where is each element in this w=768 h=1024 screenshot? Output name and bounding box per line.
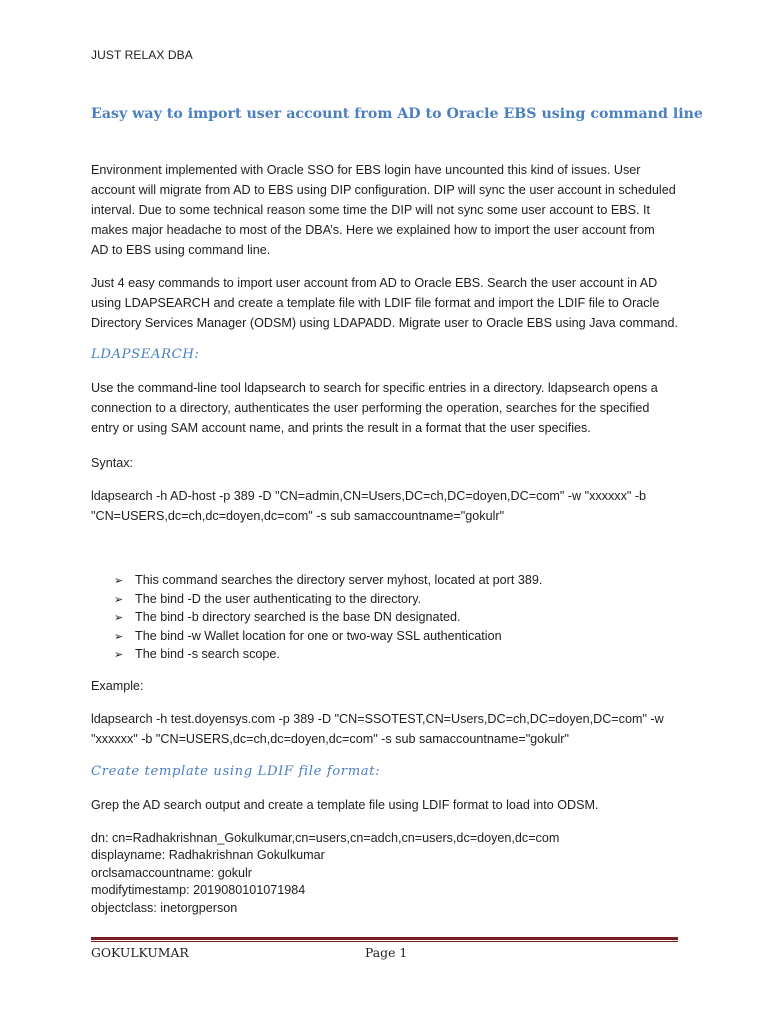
- arrow-bullet-icon: ➢: [114, 593, 124, 606]
- example-command: [91, 709, 681, 749]
- text-line: makes major headache to most of the DBA’s. Here we explained how to import the user account from: [91, 223, 655, 237]
- arrow-bullet-icon: ➢: [114, 575, 124, 587]
- text-line: Directory Services Manager (ODSM) using LDAPADD. Migrate user to Oracle EBS using Java command.: [91, 316, 678, 330]
- arrow-bullet-icon: ➢: [114, 630, 124, 643]
- text-line: "xxxxxx" -b "CN=USERS,dc=ch,dc=doyen,dc=com" -s sub samaccountname="gokulr": [91, 732, 569, 746]
- ldif-line: displayname: Radhakrishnan Gokulkumar: [91, 848, 325, 863]
- intro-paragraph: [91, 160, 681, 260]
- text-line: Use the command-line tool ldapsearch to search for specific entries in a directory. ldapsearch opens a: [91, 381, 658, 395]
- ldapsearch-description: [91, 378, 681, 438]
- text-line: connection to a directory, authenticates the user performing the operation, searches for the specified: [91, 401, 650, 415]
- list-item-text: The bind -w Wallet location for one or two-way SSL authentication: [135, 628, 502, 643]
- list-item: [114, 609, 542, 628]
- text-line: Environment implemented with Oracle SSO for EBS login have uncounted this kind of issues. User: [91, 163, 641, 177]
- list-item: [114, 628, 542, 647]
- text-line: "CN=USERS,dc=ch,dc=doyen,dc=com" -s sub samaccountname="gokulr": [91, 509, 505, 523]
- section-heading-ldapsearch: LDAPSEARCH:: [91, 347, 200, 362]
- list-item-text: This command searches the directory server myhost, located at port 389.: [135, 573, 543, 587]
- example-label: Example:: [91, 679, 144, 693]
- running-header: JUST RELAX DBA: [91, 48, 193, 62]
- list-item: [114, 572, 542, 591]
- text-line: account will migrate from AD to EBS using DIP configuration. DIP will sync the user account in scheduled: [91, 183, 676, 197]
- footer-divider-thin: [91, 941, 678, 942]
- text-line: ldapsearch -h test.doyensys.com -p 389 -D "CN=SSOTEST,CN=Users,DC=ch,DC=doyen,DC=com" -w: [91, 712, 664, 726]
- list-item-text: The bind -s search scope.: [135, 647, 280, 662]
- text-line: ldapsearch -h AD-host -p 389 -D "CN=admin,CN=Users,DC=ch,DC=doyen,DC=com" -w "xxxxxx" -b: [91, 489, 647, 503]
- ldif-line: objectclass: inetorgperson: [91, 900, 238, 915]
- arrow-bullet-icon: ➢: [114, 612, 124, 625]
- syntax-command: [91, 486, 681, 526]
- summary-paragraph: [91, 273, 681, 333]
- ldif-line: modifytimestamp: 2019080101071984: [91, 883, 306, 898]
- text-line: Just 4 easy commands to import user account from AD to Oracle EBS. Search the user account in AD: [91, 276, 658, 290]
- list-item-text: The bind -b directory searched is the base DN designated.: [135, 610, 461, 625]
- footer-author: GOKULKUMAR: [91, 945, 189, 960]
- ldif-line: orclsamaccountname: gokulr: [91, 865, 252, 880]
- text-line: AD to EBS using command line.: [91, 243, 271, 257]
- section-heading-ldif-template: Create template using LDIF file format:: [91, 764, 381, 779]
- ldif-description: Grep the AD search output and create a template file using LDIF format to load into ODSM.: [91, 798, 599, 812]
- option-bullet-list: [114, 572, 542, 665]
- list-item-text: The bind -D the user authenticating to the directory.: [135, 591, 422, 606]
- list-item: [114, 591, 542, 610]
- ldif-line: dn: cn=Radhakrishnan_Gokulkumar,cn=users,cn=adch,cn=users,dc=doyen,dc=com: [91, 831, 560, 845]
- text-line: interval. Due to some technical reason some time the DIP will not sync some user account to EBS. It: [91, 203, 651, 217]
- footer-divider: [91, 937, 678, 940]
- text-line: entry or using SAM account name, and prints the result in a format that the user specifies.: [91, 421, 591, 435]
- text-line: using LDAPSEARCH and create a template file with LDIF file format and import the LDIF file to Oracle: [91, 296, 660, 310]
- page-number: Page 1: [365, 945, 408, 960]
- document-title: Easy way to import user account from AD to Oracle EBS using command line: [91, 106, 703, 122]
- ldif-template-listing: [91, 830, 559, 917]
- syntax-label: Syntax:: [91, 456, 133, 470]
- arrow-bullet-icon: ➢: [114, 649, 124, 662]
- list-item: [114, 646, 542, 665]
